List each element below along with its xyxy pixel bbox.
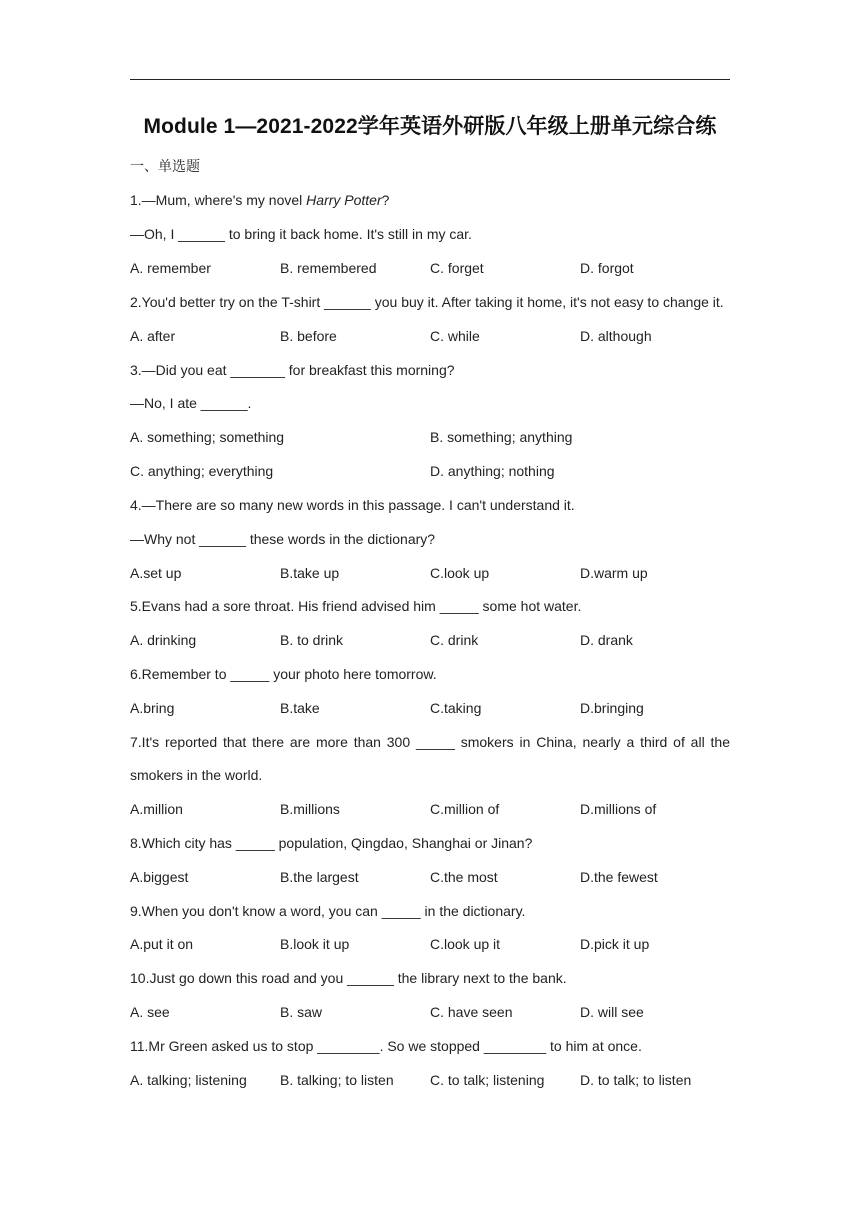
option-c: C.look up xyxy=(430,565,490,581)
option-d: D. anything; nothing xyxy=(430,463,555,479)
question-4-options xyxy=(130,564,730,582)
novel-title: Harry Potter xyxy=(306,192,382,208)
option-d: D. to talk; to listen xyxy=(580,1072,692,1088)
question-6-options xyxy=(130,699,730,717)
document-title: Module 1—2021-2022学年英语外研版八年级上册单元综合练 xyxy=(143,115,717,138)
option-b: B. talking; to listen xyxy=(280,1072,394,1088)
option-a: A. something; something xyxy=(130,429,285,445)
option-b: B. before xyxy=(280,328,337,344)
question-7-text: 7.It's reported that there are more than 300 _____ smokers in China, nearly a third of all the xyxy=(130,734,730,750)
option-c: C.look up it xyxy=(430,936,501,952)
question-4-text: 4.—There are so many new words in this passage. I can't understand it. xyxy=(130,497,575,513)
option-b: B.millions xyxy=(280,801,340,817)
option-b: B. saw xyxy=(280,1004,323,1020)
question-7-continued: smokers in the world. xyxy=(130,767,263,783)
option-a: A.set up xyxy=(130,565,182,581)
option-b: B.take xyxy=(280,700,320,716)
option-b: B.take up xyxy=(280,565,340,581)
question-8-text: 8.Which city has _____ population, Qingdao, Shanghai or Jinan? xyxy=(130,835,533,851)
question-1-reply: —Oh, I ______ to bring it back home. It's still in my car. xyxy=(130,226,472,242)
option-c: C. have seen xyxy=(430,1004,513,1020)
question-3-text: 3.—Did you eat _______ for breakfast this morning? xyxy=(130,362,455,378)
option-b: B. remembered xyxy=(280,260,377,276)
option-c: C. drink xyxy=(430,632,479,648)
option-a: A.biggest xyxy=(130,869,189,885)
option-c: C. to talk; listening xyxy=(430,1072,545,1088)
option-d: D.millions of xyxy=(580,801,657,817)
option-a: A.million xyxy=(130,801,183,817)
option-d: D.pick it up xyxy=(580,936,650,952)
option-d: D. will see xyxy=(580,1004,644,1020)
question-4-reply: —Why not ______ these words in the dictionary? xyxy=(130,531,436,547)
question-7-options xyxy=(130,800,730,818)
option-c: C. forget xyxy=(430,260,484,276)
option-b: B. to drink xyxy=(280,632,344,648)
option-c: C.million of xyxy=(430,801,500,817)
question-10-options xyxy=(130,1003,730,1021)
option-d: D.bringing xyxy=(580,700,644,716)
question-10-text: 10.Just go down this road and you ______ the library next to the bank. xyxy=(130,970,567,986)
question-3-options-row-2 xyxy=(130,462,730,480)
option-a: A. talking; listening xyxy=(130,1072,247,1088)
option-c: C. while xyxy=(430,328,480,344)
option-a: A.bring xyxy=(130,700,175,716)
option-d: D.the fewest xyxy=(580,869,658,885)
question-2-text: 2.You'd better try on the T-shirt ______ you buy it. After taking it home, it's not easy to change it. xyxy=(130,294,724,310)
option-a: A. remember xyxy=(130,260,211,276)
option-d: D. although xyxy=(580,328,652,344)
question-1-options xyxy=(130,259,730,277)
question-11-options xyxy=(130,1071,730,1089)
option-b: B. something; anything xyxy=(430,429,573,445)
option-c: C. anything; everything xyxy=(130,463,274,479)
question-9-text: 9.When you don't know a word, you can _____ in the dictionary. xyxy=(130,903,526,919)
question-5-options xyxy=(130,631,730,649)
option-a: A. after xyxy=(130,328,176,344)
option-b: B.the largest xyxy=(280,869,359,885)
option-c: C.the most xyxy=(430,869,498,885)
option-a: A.put it on xyxy=(130,936,194,952)
header-rule xyxy=(130,79,730,80)
question-2-options xyxy=(130,327,730,345)
option-c: C.taking xyxy=(430,700,482,716)
question-9-options xyxy=(130,935,730,953)
question-6-text: 6.Remember to _____ your photo here tomorrow. xyxy=(130,666,437,682)
option-a: A. see xyxy=(130,1004,170,1020)
question-8-options xyxy=(130,868,730,886)
question-11-text: 11.Mr Green asked us to stop ________. So we stopped ________ to him at once. xyxy=(130,1038,642,1054)
option-d: D. drank xyxy=(580,632,633,648)
option-b: B.look it up xyxy=(280,936,350,952)
option-a: A. drinking xyxy=(130,632,197,648)
question-1-text: 1.—Mum, where's my novel Harry Potter? xyxy=(130,192,390,208)
question-5-text: 5.Evans had a sore throat. His friend advised him _____ some hot water. xyxy=(130,598,582,614)
section-heading: 一、单选题 xyxy=(130,158,200,174)
question-3-options-row-1 xyxy=(130,428,730,446)
option-d: D. forgot xyxy=(580,260,634,276)
option-d: D.warm up xyxy=(580,565,648,581)
question-3-reply: —No, I ate ______. xyxy=(130,395,252,411)
